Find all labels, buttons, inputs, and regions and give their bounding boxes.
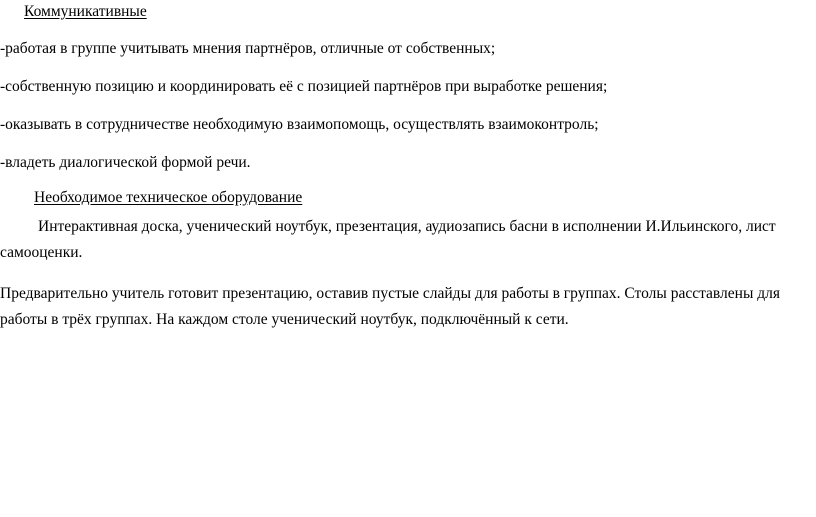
skill-item-3: -оказывать в сотрудничестве необходимую взаимопомощь, осуществлять взаимоконтроль; <box>0 116 599 133</box>
preparation-paragraph: Предварительно учитель готовит презентацию, оставив пустые слайды для работы в группах. Столы расставлены для работы в трёх группах. На каждом столе ученический ноутбук, подключённый к сети. <box>0 285 780 328</box>
skill-item-4: -владеть диалогической формой речи. <box>0 154 251 171</box>
equipment-paragraph: Интерактивная доска, ученический ноутбук, презентация, аудиозапись басни в исполнении И.Ильинского, лист самооценки. <box>0 218 776 261</box>
equipment-heading: Необходимое техническое оборудование <box>34 189 303 206</box>
skill-item-2: -собственную позицию и координировать её с позицией партнёров при выработке решения; <box>0 78 608 95</box>
skill-item-1: -работая в группе учитывать мнения партнёров, отличные от собственных; <box>0 40 496 57</box>
section-title: Коммуникативные <box>24 3 147 20</box>
